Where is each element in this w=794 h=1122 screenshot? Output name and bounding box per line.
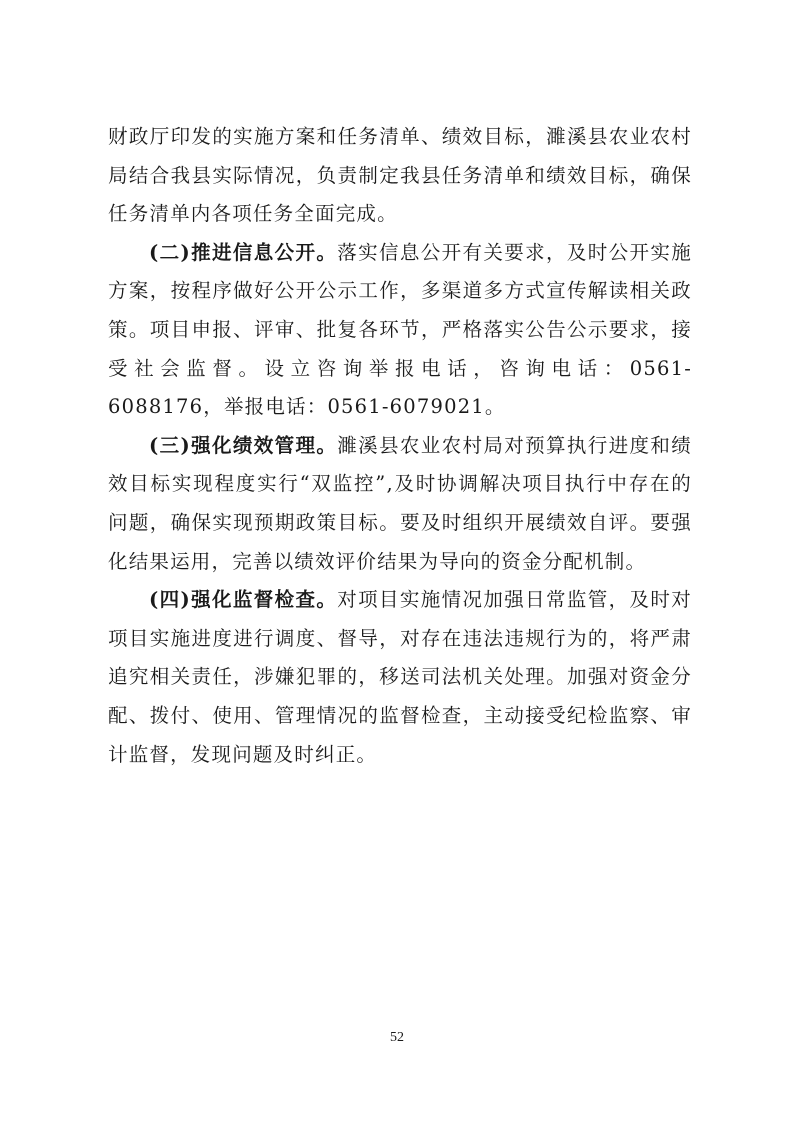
paragraph-supervision-inspection (108, 581, 692, 774)
paragraph-text: 财政厅印发的实施方案和任务清单、绩效目标，濉溪县农业农村局结合我县实际情况，负责制定我县任务清单和绩效目标，确保任务清单内各项任务全面完成。 (108, 125, 692, 226)
body-text (108, 118, 692, 774)
paragraph-text: 落实信息公开有关要求，及时公开实施方案，按程序做好公开公示工作，多渠道多方式宣传解读相关政策。项目申报、评审、批复各环节，严格落实公告公示要求，接受社会监督。设立咨询举报电话，咨询电话：0561-6088176，举报电话：0561-6079021。 (108, 240, 693, 419)
paragraph-continuation (108, 118, 692, 234)
section-heading: (二)推进信息公开。 (149, 240, 338, 264)
section-heading: (三)强化绩效管理。 (149, 433, 338, 457)
paragraph-text: 濉溪县农业农村局对预算执行进度和绩效目标实现程度实行“双监控”,及时协调解决项目执行中存在的问题，确保实现预期政策目标。要及时组织开展绩效自评。要强化结果运用，完善以绩效评价结果为导向的资金分配机制。 (108, 433, 693, 573)
paragraph-performance-management (108, 427, 692, 581)
paragraph-information-disclosure (108, 234, 692, 427)
section-heading: (四)强化监督检查。 (149, 588, 338, 612)
paragraph-text: 对项目实施情况加强日常监管，及时对项目实施进度进行调度、督导，对存在违法违规行为的，将严肃追究相关责任，涉嫌犯罪的，移送司法机关处理。加强对资金分配、拨付、使用、管理情况的监督检查，主动接受纪检监察、审计监督，发现问题及时纠正。 (108, 588, 693, 766)
page-number: 52 (390, 1030, 404, 1045)
